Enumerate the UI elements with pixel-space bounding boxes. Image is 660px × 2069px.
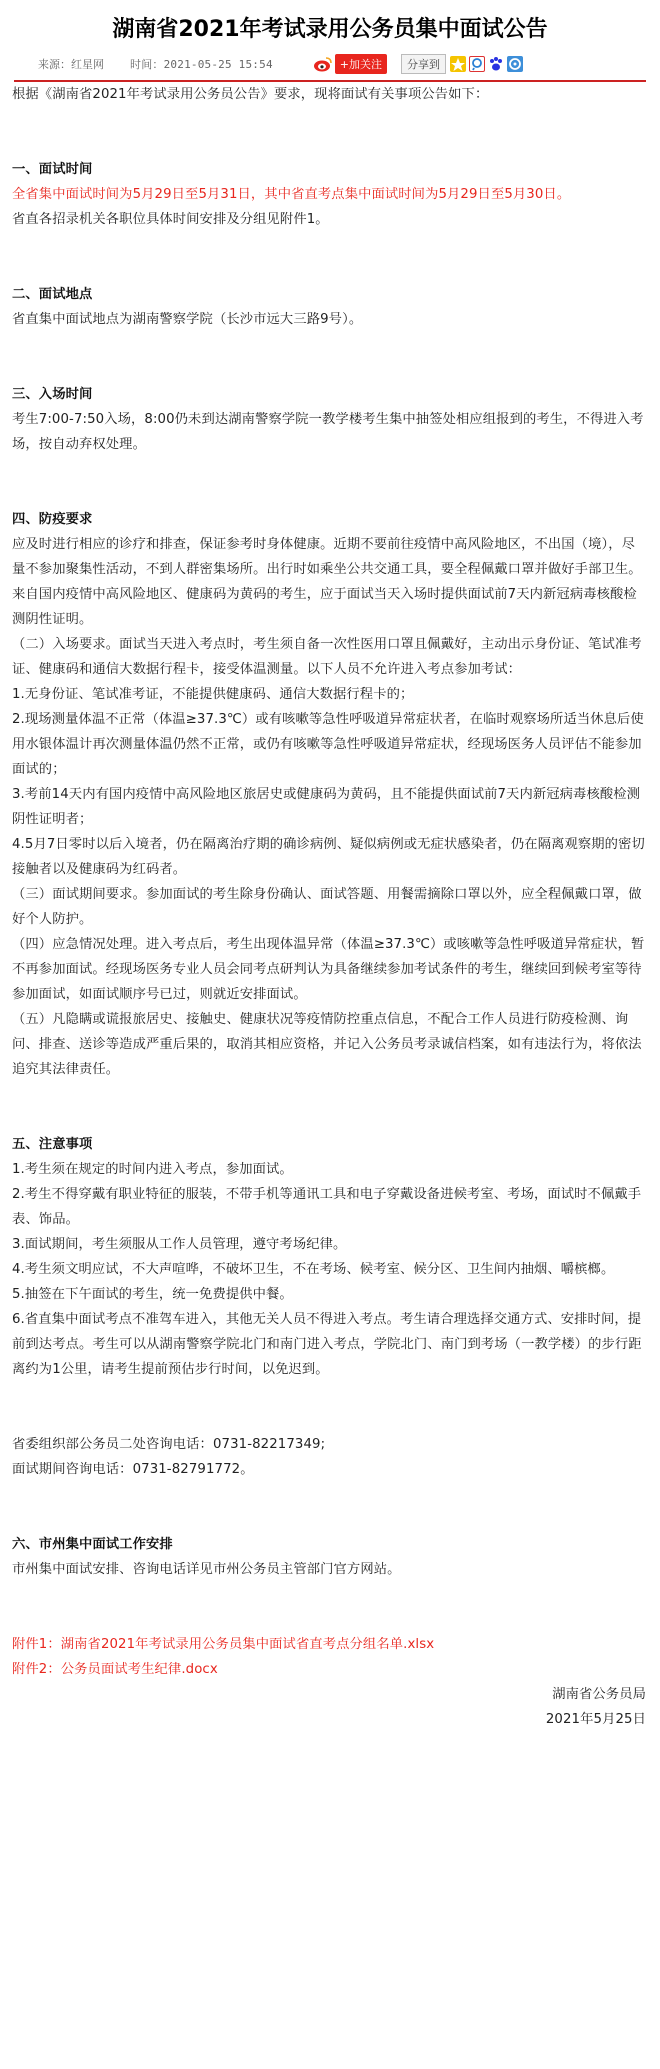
intro-text: 根据《湖南省2021年考试录用公务员公告》要求，现将面试有关事项公告如下： xyxy=(12,87,489,102)
signature-org: 湖南省公务员局 xyxy=(552,1687,646,1702)
section-title-city: 六、市州集中面试工作安排 xyxy=(12,1537,173,1552)
location-text: 省直集中面试地点为湖南警察学院（长沙市远大三路9号）。 xyxy=(12,312,363,327)
schedule-note: 省直各招录机关各职位具体时间安排及分组见附件1。 xyxy=(12,212,329,227)
section-title-time: 一、面试时间 xyxy=(12,162,93,177)
entry-time-text: 考生7:00-7:50入场，8:00仍未到达湖南警察学院一教学楼考生集中抽签处相应组报到的考生，不得进入考场，按自动弃权处理。 xyxy=(12,412,644,452)
article-body xyxy=(8,82,652,1732)
epidemic-para-1: 应及时进行相应的诊疗和排查，保证参考时身体健康。近期不要前往疫情中高风险地区，不出国（境），尽量不参加聚集性活动，不到人群密集场所。出行时如乘坐公共交通工具，要全程佩戴口罩并做好手部卫生。来自国内疫情中高风险地区、健康码为黄码的考生，应于面试当天入场时提供面试前7天内新冠病毒核酸检测阴性证明。 xyxy=(12,537,642,627)
section-title-epidemic: 四、防疫要求 xyxy=(12,512,93,527)
epidemic-list-3: 3.考前14天内有国内疫情中高风险地区旅居史或健康码为黄码，且不能提供面试前7天内新冠病毒核酸检测阴性证明者； xyxy=(12,787,641,827)
notes-item-5: 5.抽签在下午面试的考生，统一免费提供中餐。 xyxy=(12,1287,293,1302)
notes-item-3: 3.面试期间，考生须服从工作人员管理，遵守考场纪律。 xyxy=(12,1237,347,1252)
section-title-notes: 五、注意事项 xyxy=(12,1137,93,1152)
weibo-icon[interactable] xyxy=(313,56,333,72)
epidemic-para-4: （四）应急情况处理。进入考点后，考生出现体温异常（体温≥37.3℃）或咳嗽等急性呼吸道异常症状，暂不再参加面试。经现场医务专业人员会同考点研判认为具备继续参加考试条件的考生，继续回到候考室等待参加面试，如面试顺序号已过，则就近安排面试。 xyxy=(12,937,645,1002)
follow-button[interactable]: +加关注 xyxy=(335,54,387,74)
city-arrangement-text: 市州集中面试安排、咨询电话详见市州公务员主管部门官方网站。 xyxy=(12,1562,401,1577)
epidemic-list-4: 4.5月7日零时以后入境者，仍在隔离治疗期的确诊病例、疑似病例或无症状感染者，仍在隔离观察期的密切接触者以及健康码为红码者。 xyxy=(12,837,645,877)
section-title-entry: 三、入场时间 xyxy=(12,387,93,402)
baidu-icon[interactable] xyxy=(488,56,504,72)
epidemic-para-3: （三）面试期间要求。参加面试的考生除身份确认、面试答题、用餐需摘除口罩以外，应全程佩戴口罩，做好个人防护。 xyxy=(12,887,642,927)
epidemic-para-2: （二）入场要求。面试当天进入考点时，考生须自备一次性医用口罩且佩戴好，主动出示身份证、笔试准考证、健康码和通信大数据行程卡，接受体温测量。以下人员不允许进入考点参加考试： xyxy=(12,637,642,677)
plus-icon: + xyxy=(339,58,349,71)
attachment-link-1[interactable]: 附件1：湖南省2021年考试录用公务员集中面试省直考点分组名单.xlsx xyxy=(12,1637,435,1652)
publish-time: 时间：2021-05-25 15:54 xyxy=(130,58,273,71)
page-title: 湖南省2021年考试录用公务员集中面试公告 xyxy=(112,17,548,42)
tencent-weibo-icon[interactable] xyxy=(469,56,485,72)
interview-date-notice: 全省集中面试时间为5月29日至5月31日，其中省直考点集中面试时间为5月29日至5月30日。 xyxy=(12,187,571,202)
attachment-link-2[interactable]: 附件2：公务员面试考生纪律.docx xyxy=(12,1662,218,1677)
epidemic-list-1: 1.无身份证、笔试准考证，不能提供健康码、通信大数据行程卡的； xyxy=(12,687,414,702)
share-label: 分享到 xyxy=(401,54,446,74)
signature-date: 2021年5月25日 xyxy=(545,1712,646,1727)
epidemic-para-5: （五）凡隐瞒或谎报旅居史、接触史、健康状况等疫情防控重点信息，不配合工作人员进行防疫检测、询问、排查、送诊等造成严重后果的，取消其相应资格，并记入公务员考录诚信档案，如有违法行为，将依法追究其法律责任。 xyxy=(12,1012,642,1077)
source-label: 来源：红星网 xyxy=(38,58,104,71)
contact-phone-2: 面试期间咨询电话：0731-82791772。 xyxy=(12,1462,254,1477)
notes-item-1: 1.考生须在规定的时间内进入考点，参加面试。 xyxy=(12,1162,293,1177)
article-meta-bar xyxy=(14,48,646,82)
contact-phone-1: 省委组织部公务员二处咨询电话：0731-82217349; xyxy=(12,1437,326,1452)
qzone-icon[interactable] xyxy=(450,56,466,72)
notes-item-6: 6.省直集中面试考点不准驾车进入，其他无关人员不得进入考点。考生请合理选择交通方式、安排时间，提前到达考点。考生可以从湖南警察学院北门和南门进入考点，学院北门、南门到考场（一教学楼）的步行距离约为1公里，请考生提前预估步行时间，以免迟到。 xyxy=(12,1312,642,1377)
section-title-location: 二、面试地点 xyxy=(12,287,93,302)
notes-item-2: 2.考生不得穿戴有职业特征的服装，不带手机等通讯工具和电子穿戴设备进候考室、考场，面试时不佩戴手表、饰品。 xyxy=(12,1187,642,1227)
notes-item-4: 4.考生须文明应试，不大声喧哗，不破坏卫生，不在考场、候考室、候分区、卫生间内抽烟、嚼槟榔。 xyxy=(12,1262,615,1277)
epidemic-list-2: 2.现场测量体温不正常（体温≥37.3℃）或有咳嗽等急性呼吸道异常症状者，在临时观察场所适当休息后使用水银体温计再次测量体温仍然不正常，或仍有咳嗽等急性呼吸道异常症状，经现场医务人员评估不能参加面试的； xyxy=(12,712,644,777)
renren-icon[interactable] xyxy=(507,56,523,72)
